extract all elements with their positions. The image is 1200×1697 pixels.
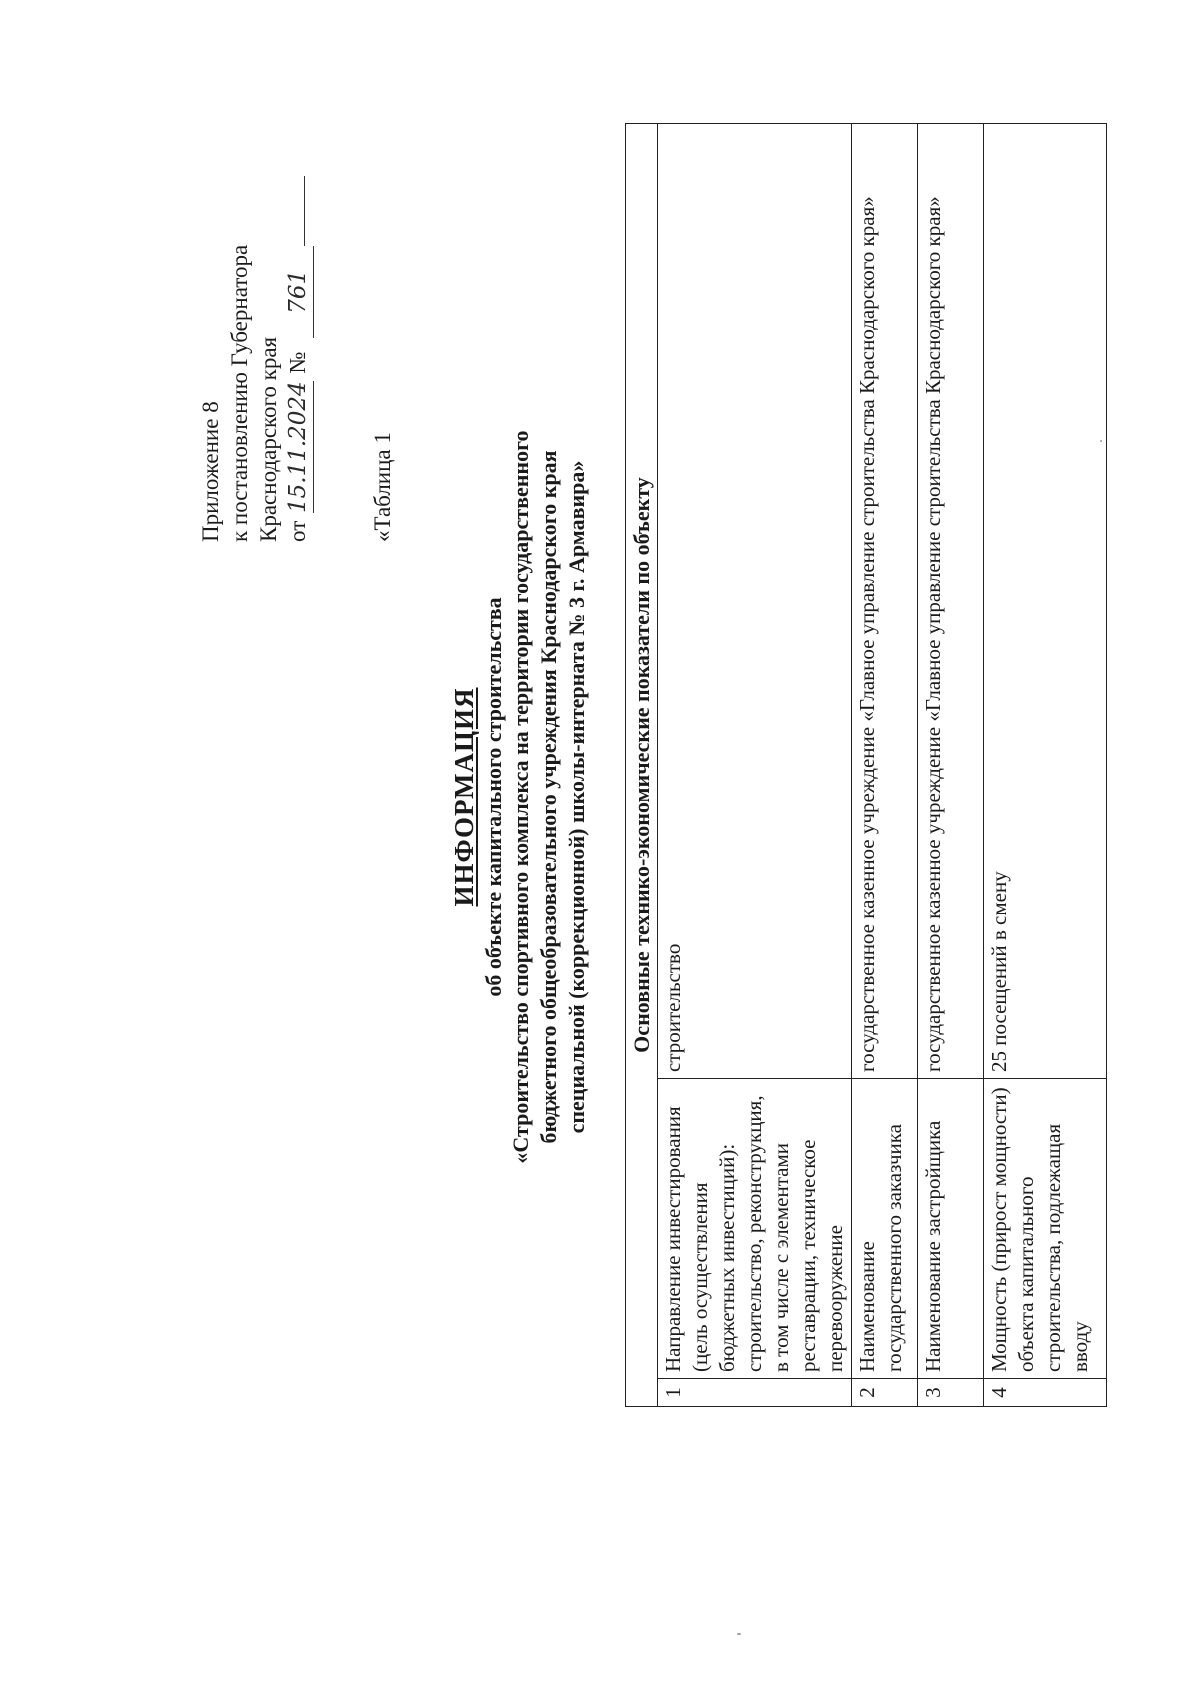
row-number: 3 <box>918 1379 984 1407</box>
row-value: государственное казенное учреждение «Главное управление строительства Краснодарского края» <box>918 124 984 1079</box>
row-parameter: Мощность (прирост мощности) объекта капитального строительства, подлежащая вводу <box>984 1079 1107 1379</box>
object-name-line-2: бюджетного общеобразовательного учреждения Краснодарского края <box>536 450 561 1144</box>
row-number: 1 <box>658 1379 852 1407</box>
appendix-decree-ref: к постановлению Губернатора <box>227 244 252 542</box>
handwritten-date: 15.11.2024 <box>284 381 314 513</box>
appendix-date-line <box>283 122 314 542</box>
section-header: Основные технико-экономические показатели по объекту <box>626 124 658 1407</box>
table-row <box>918 124 984 1407</box>
appendix-block <box>196 122 314 542</box>
appendix-number: Приложение 8 <box>198 401 223 542</box>
row-number: 2 <box>852 1379 918 1407</box>
row-parameter: Наименование застройщика <box>918 1079 984 1379</box>
handwritten-number: 761 <box>284 246 314 338</box>
object-name-line-1: «Строительство спортивного комплекса на территории государственного <box>508 430 533 1164</box>
table-row <box>984 124 1107 1407</box>
row-value: строительство <box>658 124 852 1079</box>
table-row <box>852 124 918 1407</box>
row-number: 4 <box>984 1379 1107 1407</box>
number-underline <box>284 176 305 246</box>
table-row <box>658 124 852 1407</box>
document-subtitle: об объекте капитального строительства <box>481 597 506 997</box>
table-header-row <box>626 124 658 1407</box>
date-prefix: от <box>285 520 310 542</box>
document-heading <box>448 137 591 1457</box>
document-title: ИНФОРМАЦИЯ <box>449 687 479 907</box>
number-label: № <box>285 351 310 374</box>
row-value: государственное казенное учреждение «Главное управление строительства Краснодарского края» <box>852 124 918 1079</box>
table-reference: «Таблица 1 <box>370 432 395 542</box>
row-parameter: Направление инвестирования (цель осуществления бюджетных инвестиций): строительство, реконструкция, в том числе с элементами реставрации, техническое перевооружение <box>658 1079 852 1379</box>
appendix-region: Краснодарского края <box>256 336 281 542</box>
row-value: 25 посещений в смену <box>984 124 1107 1079</box>
indicators-table <box>625 123 1107 1407</box>
row-parameter: Наименование государственного заказчика <box>852 1079 918 1379</box>
object-name-line-3: специальной (коррекционной) школы-интерната № 3 г. Армавира» <box>564 460 589 1134</box>
